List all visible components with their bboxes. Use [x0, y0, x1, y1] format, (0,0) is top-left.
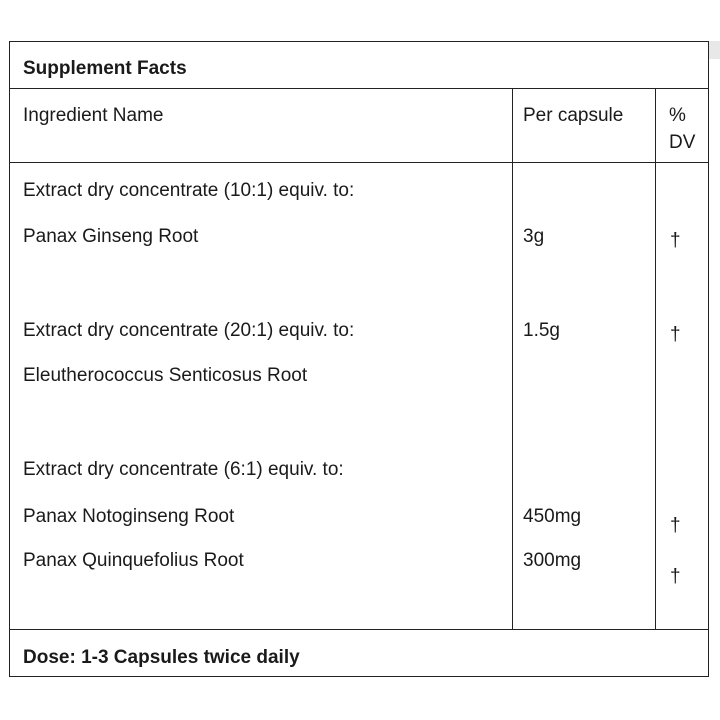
dagger-mark: † — [670, 566, 681, 587]
header-row — [10, 89, 708, 163]
supplement-facts-table — [9, 41, 709, 677]
ingredient-name: Panax Quinquefolius Root — [23, 550, 244, 571]
ingredient-name: Panax Ginseng Root — [23, 226, 199, 247]
dagger-mark: † — [670, 324, 681, 345]
ingredient-amount: 1.5g — [523, 320, 560, 341]
dagger-mark: † — [670, 230, 681, 251]
edge-shadow — [709, 41, 720, 59]
ingredient-amount: 450mg — [523, 506, 582, 527]
ingredient-amount: 300mg — [523, 550, 582, 571]
header-per-capsule: Per capsule — [523, 105, 624, 126]
ingredient-name: Extract dry concentrate (10:1) equiv. to: — [23, 180, 355, 201]
dose-row — [10, 629, 708, 676]
header-dv-percent: % — [669, 105, 686, 126]
header-dv-label: DV — [669, 132, 696, 153]
table-title: Supplement Facts — [23, 58, 187, 79]
column-divider-2 — [655, 89, 656, 630]
ingredient-name: Extract dry concentrate (20:1) equiv. to: — [23, 320, 355, 341]
dose-instructions: Dose: 1-3 Capsules twice daily — [23, 647, 300, 668]
column-divider-1 — [512, 89, 513, 630]
title-row — [10, 42, 708, 89]
ingredient-name: Panax Notoginseng Root — [23, 506, 235, 527]
header-ingredient-name: Ingredient Name — [23, 105, 164, 126]
ingredient-name: Eleutherococcus Senticosus Root — [23, 365, 308, 386]
dagger-mark: † — [670, 515, 681, 536]
ingredient-amount: 3g — [523, 226, 545, 247]
ingredient-name: Extract dry concentrate (6:1) equiv. to: — [23, 459, 344, 480]
